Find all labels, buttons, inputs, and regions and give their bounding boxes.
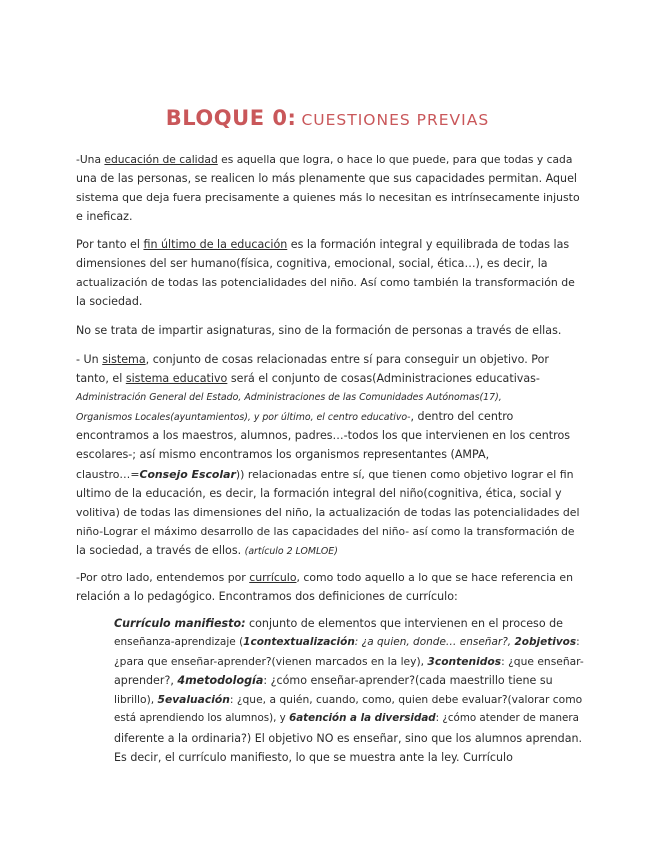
text-line — [76, 407, 581, 426]
underlined-term: sistema — [102, 353, 146, 366]
text: librillo), — [114, 693, 158, 707]
text-line — [114, 690, 584, 709]
text-line — [114, 671, 584, 690]
paragraph-manifest-curriculum — [114, 614, 584, 767]
underlined-term: sistema educativo — [125, 372, 228, 386]
underlined-term: currículo — [249, 571, 297, 584]
page-title — [0, 106, 655, 130]
bold-term: Consejo Escolar — [139, 467, 236, 481]
paragraph-education-goal — [76, 235, 581, 311]
text-line — [76, 541, 581, 560]
underlined-term: educación de calidad — [104, 153, 218, 166]
text-line: relación a lo pedagógico. Encontramos dos definiciones de currículo: — [76, 590, 458, 604]
text: : ¿a quien, donde… enseñar?, — [354, 636, 515, 649]
text: aprender?, — [114, 674, 178, 688]
text: )) relacionadas entre sí, que tienen como objetivo lograr el fin — [235, 467, 574, 481]
text-line: e ineficaz. — [76, 210, 133, 224]
text-line: dimensiones del ser humano(física, cognitiva, emocional, social, ética…), es decir, la — [76, 257, 548, 271]
text: - Un — [76, 353, 103, 366]
text: : ¿cómo atender de manera — [435, 712, 579, 725]
text-line — [76, 350, 581, 369]
text: conjunto de elementos que intervienen en el proceso de — [245, 617, 564, 630]
paragraph-subjects — [76, 321, 581, 340]
article-reference: (artículo 2 LOMLOE) — [244, 545, 338, 557]
text: es la formación integral y equilibrada de todas las — [287, 238, 570, 251]
text: : — [576, 636, 580, 649]
title-block-number: BLOQUE 0: — [165, 106, 297, 130]
text-line: actualización de todas las potencialidades del niño. Así como también la transformación de — [76, 276, 575, 290]
text: Por tanto el — [76, 238, 144, 251]
text: ¿para que enseñar-aprender?(vienen marcados en la ley), — [114, 655, 428, 669]
text: tanto, el — [76, 372, 126, 386]
text-line — [76, 150, 581, 169]
text: : ¿que, a quién, cuando, como, quien debe evaluar?(valorar como — [229, 693, 583, 707]
text: está aprendiendo los alumnos), y — [114, 712, 290, 725]
text-line — [76, 235, 581, 254]
text: será el conjunto de cosas(Administraciones educativas- — [227, 372, 540, 386]
text: la sociedad, a través de ellos. — [76, 543, 245, 557]
text-line: encontramos a los maestros, alumnos, padres…-todos los que intervienen en los centros — [76, 429, 571, 443]
text: , como todo aquello a lo que se hace referencia en — [296, 571, 574, 584]
underlined-term: fin último de la educación — [143, 238, 288, 251]
text-line: una de las personas, se realicen lo más plenamente que sus capacidades permitan. Aquel — [76, 172, 577, 186]
text: es aquella que logra, o hace lo que puede, para que todas y cada — [217, 153, 573, 166]
italic-text: Organismos Locales(ayuntamientos), y por último, el centro educativo- — [76, 412, 411, 424]
text: -Una — [76, 153, 105, 166]
bold-term: 2objetivos — [514, 636, 577, 649]
paragraph-education-system — [76, 350, 581, 560]
paragraph-quality-education — [76, 150, 581, 226]
text: : ¿cómo enseñar-aprender?(cada maestrillo tiene su — [263, 674, 553, 688]
title-block-subtitle: CUESTIONES PREVIAS — [301, 111, 490, 129]
bold-term: 1contextualización — [243, 636, 355, 649]
text: , dentro del centro — [410, 410, 514, 424]
bold-term: Currículo manifiesto: — [114, 617, 246, 630]
bold-term: 6atención a la diversidad — [289, 712, 436, 725]
bold-term: 5evaluación — [157, 693, 230, 707]
text: , conjunto de cosas relacionadas entre sí para conseguir un objetivo. Por — [145, 353, 549, 366]
text-line — [76, 568, 581, 587]
text-line: ultimo de la educación, es decir, la formación integral del niño(cognitiva, ética, social y — [76, 486, 562, 500]
bold-term: 3contenidos — [427, 655, 502, 669]
text-line: volitiva) de todas las dimensiones del niño, la actualización de todas las potencialidades del — [76, 505, 580, 519]
text-line: Es decir, el currículo manifiesto, lo que se muestra ante la ley. Currículo — [114, 750, 513, 764]
text-line: No se trata de impartir asignaturas, sino de la formación de personas a través de ellas. — [76, 324, 562, 337]
text-line: diferente a la ordinaria?) El objetivo NO es enseñar, sino que los alumnos aprendan. — [114, 731, 583, 745]
text-line — [76, 369, 581, 388]
text-line: niño-Lograr el máximo desarrollo de las capacidades del niño- así como la transformación de — [76, 524, 575, 538]
text-line — [114, 633, 584, 652]
bold-term: 4metodología — [177, 674, 264, 688]
paragraph-curriculum — [76, 568, 581, 606]
text: enseñanza-aprendizaje ( — [114, 636, 244, 649]
text-line — [114, 614, 584, 633]
text-line: Administración General del Estado, Administraciones de las Comunidades Autónomas(17), — [76, 392, 502, 404]
text: claustro…= — [76, 467, 140, 481]
text-line: sistema que deja fuera precisamente a quienes más lo necesitan es intrínsecamente injusto — [76, 191, 580, 205]
text-line: escolares-; así mismo encontramos los organismos representantes (AMPA, — [76, 448, 490, 462]
text-line — [76, 465, 581, 484]
text-line — [114, 709, 584, 728]
text-line — [114, 652, 584, 671]
text: -Por otro lado, entendemos por — [76, 571, 250, 584]
text: : ¿que enseñar- — [501, 655, 584, 669]
text-line: la sociedad. — [76, 295, 143, 309]
